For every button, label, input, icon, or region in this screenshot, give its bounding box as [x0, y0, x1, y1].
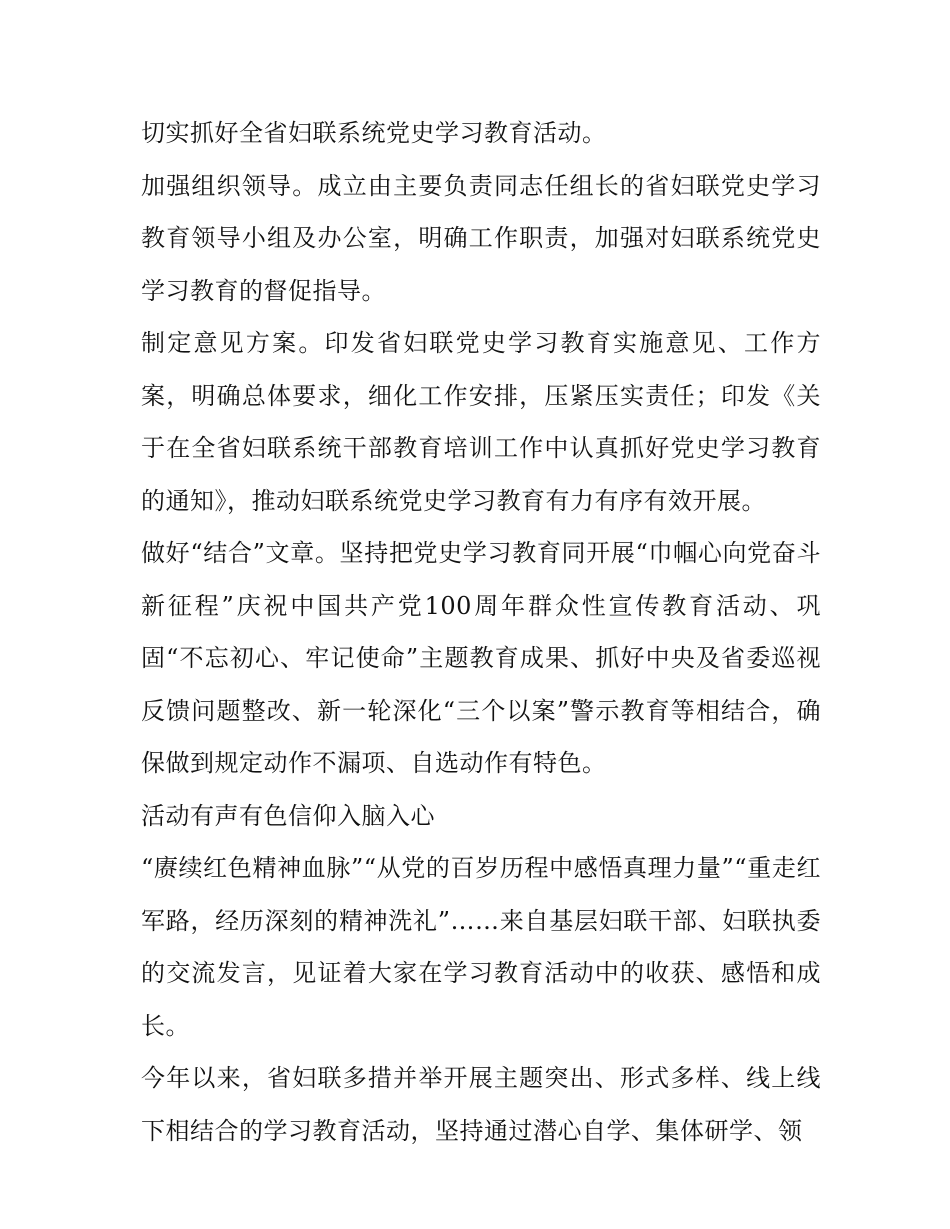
paragraph-intro: 切实抓好全省妇联系统党史学习教育活动。 [141, 119, 607, 147]
paragraph-combination: 做好“结合”文章。坚持把党史学习教育同开展“巾帼心向党奋斗新征程”庆祝中国共产党100周年群众性宣传教育活动、巩固“不忘初心、牢记使命”主题教育成果、抓好中央及省委巡视反馈问题整改、新一轮深化“三个以案”警示教育等相结合，确保做到规定动作不漏项、自选动作有特色。 [141, 539, 821, 777]
paragraph-activities: 今年以来，省妇联多措并举开展主题突出、形式多样、线上线下相结合的学习教育活动，坚持通过潜心自学、集体研学、领 [141, 1064, 821, 1145]
document-body [141, 107, 821, 1157]
paragraph-quotes: “赓续红色精神血脉”“从党的百岁历程中感悟真理力量”“重走红军路，经历深刻的精神洗礼”……来自基层妇联干部、妇联执委的交流发言，见证着大家在学习教育活动中的收获、感悟和成长。 [141, 854, 821, 1040]
paragraph-organization: 加强组织领导。成立由主要负责同志任组长的省妇联党史学习教育领导小组及办公室，明确工作职责，加强对妇联系统党史学习教育的督促指导。 [141, 171, 821, 305]
section-heading: 活动有声有色信仰入脑入心 [141, 801, 435, 830]
paragraph-plan: 制定意见方案。印发省妇联党史学习教育实施意见、工作方案，明确总体要求，细化工作安排，压紧压实责任；印发《关于在全省妇联系统干部教育培训工作中认真抓好党史学习教育的通知》，推动妇联系统党史学习教育有力有序有效开展。 [141, 329, 821, 515]
